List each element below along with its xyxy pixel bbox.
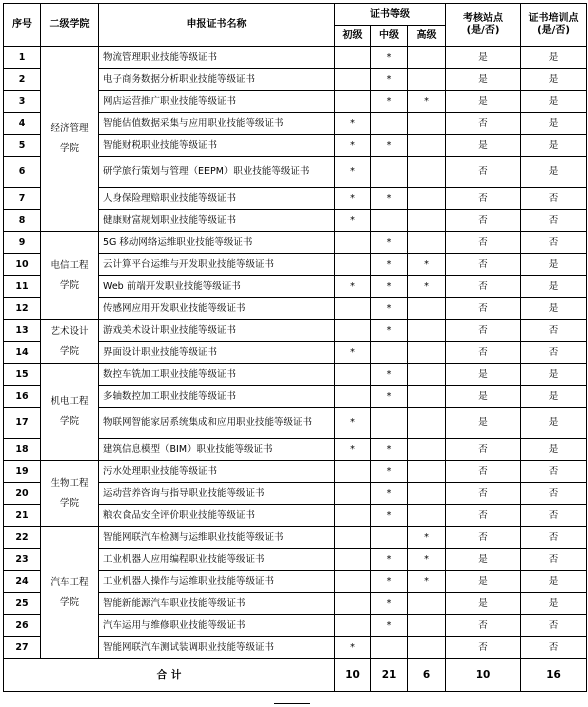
row-number: 26	[4, 615, 41, 637]
cert-name: 5G 移动网络运维职业技能等级证书	[99, 232, 335, 254]
exam-site-value: 否	[446, 157, 521, 188]
level-high-mark	[408, 461, 446, 483]
table-row	[4, 527, 587, 549]
certificate-table	[3, 3, 587, 692]
level-high-mark	[408, 505, 446, 527]
header-college: 二级学院	[41, 4, 99, 47]
college-name-line: 学院	[59, 416, 79, 427]
training-point-value: 是	[521, 69, 587, 91]
training-point-value: 否	[521, 527, 587, 549]
training-point-value: 是	[521, 113, 587, 135]
level-high-mark	[408, 637, 446, 659]
cert-name: 物联网智能家居系统集成和应用职业技能等级证书	[99, 408, 335, 439]
cert-name: 数控车铣加工职业技能等级证书	[99, 364, 335, 386]
level-primary-mark	[335, 386, 371, 408]
training-point-value: 是	[521, 364, 587, 386]
row-number: 15	[4, 364, 41, 386]
exam-site-value: 否	[446, 254, 521, 276]
row-number: 9	[4, 232, 41, 254]
level-high-mark	[408, 408, 446, 439]
level-high-mark	[408, 342, 446, 364]
cert-name: 汽车运用与维修职业技能等级证书	[99, 615, 335, 637]
exam-site-value: 是	[446, 69, 521, 91]
level-primary-mark	[335, 91, 371, 113]
row-number: 4	[4, 113, 41, 135]
college-name-line: 学院	[59, 279, 79, 291]
exam-site-value: 否	[446, 113, 521, 135]
cert-name: 传感网应用开发职业技能等级证书	[99, 298, 335, 320]
total-high: 6	[408, 659, 446, 692]
total-middle: 21	[371, 659, 408, 692]
training-point-value: 是	[521, 157, 587, 188]
level-primary-mark	[335, 527, 371, 549]
level-primary-mark: *	[335, 439, 371, 461]
college-name-line: 艺术设计	[50, 325, 89, 337]
row-number: 10	[4, 254, 41, 276]
exam-site-value: 是	[446, 386, 521, 408]
cert-name: 智能网联汽车检测与运维职业技能等级证书	[99, 527, 335, 549]
training-point-value: 否	[521, 549, 587, 571]
level-middle-mark	[371, 113, 408, 135]
level-primary-mark: *	[335, 637, 371, 659]
exam-site-value: 否	[446, 615, 521, 637]
training-point-value: 是	[521, 91, 587, 113]
training-point-value: 否	[521, 461, 587, 483]
exam-site-value: 否	[446, 276, 521, 298]
total-row	[4, 659, 587, 692]
table-row	[4, 232, 587, 254]
level-primary-mark	[335, 505, 371, 527]
college-name-line: 学院	[59, 143, 79, 154]
header-level-primary: 初级	[335, 26, 371, 47]
level-high-mark: *	[408, 91, 446, 113]
college-name-line: 生物工程	[50, 477, 89, 489]
row-number: 3	[4, 91, 41, 113]
training-point-value: 否	[521, 637, 587, 659]
cert-name: Web 前端开发职业技能等级证书	[99, 276, 335, 298]
college-cell	[41, 47, 99, 232]
level-middle-mark	[371, 342, 408, 364]
level-middle-mark: *	[371, 615, 408, 637]
college-name-line: 学院	[59, 596, 79, 608]
level-primary-mark: *	[335, 113, 371, 135]
training-point-value: 是	[521, 439, 587, 461]
level-middle-mark: *	[371, 47, 408, 69]
level-middle-mark: *	[371, 386, 408, 408]
cert-name: 建筑信息模型（BIM）职业技能等级证书	[99, 439, 335, 461]
level-high-mark	[408, 386, 446, 408]
level-primary-mark	[335, 320, 371, 342]
college-cell	[41, 527, 99, 659]
total-training-point: 16	[521, 659, 587, 692]
level-middle-mark	[371, 408, 408, 439]
table-row	[4, 47, 587, 69]
cert-name: 网店运营推广职业技能等级证书	[99, 91, 335, 113]
row-number: 12	[4, 298, 41, 320]
college-cell	[41, 461, 99, 527]
cert-name: 污水处理职业技能等级证书	[99, 461, 335, 483]
level-high-mark	[408, 364, 446, 386]
cert-name: 智能估值数据采集与应用职业技能等级证书	[99, 113, 335, 135]
training-point-value: 是	[521, 298, 587, 320]
exam-site-value: 否	[446, 320, 521, 342]
level-primary-mark	[335, 571, 371, 593]
cert-name: 界面设计职业技能等级证书	[99, 342, 335, 364]
cert-name: 研学旅行策划与管理（EEPM）职业技能等级证书	[99, 157, 335, 188]
training-point-value: 是	[521, 408, 587, 439]
row-number: 21	[4, 505, 41, 527]
exam-site-value: 是	[446, 135, 521, 157]
training-point-value: 否	[521, 210, 587, 232]
row-number: 22	[4, 527, 41, 549]
level-high-mark	[408, 320, 446, 342]
level-middle-mark: *	[371, 91, 408, 113]
level-high-mark	[408, 47, 446, 69]
college-cell	[41, 232, 99, 320]
exam-site-value: 否	[446, 188, 521, 210]
exam-site-value: 是	[446, 47, 521, 69]
training-point-value: 否	[521, 342, 587, 364]
row-number: 7	[4, 188, 41, 210]
training-point-value: 否	[521, 505, 587, 527]
college-name-line: 电信工程	[50, 259, 89, 271]
header-training-point-line2: (是/否)	[537, 25, 570, 36]
level-middle-mark	[371, 210, 408, 232]
header-exam-site-line2: (是/否)	[466, 25, 500, 36]
cert-name: 电子商务数据分析职业技能等级证书	[99, 69, 335, 91]
row-number: 17	[4, 408, 41, 439]
training-point-value: 否	[521, 232, 587, 254]
level-high-mark	[408, 188, 446, 210]
table-row	[4, 364, 587, 386]
header-exam-site	[446, 4, 521, 47]
level-primary-mark	[335, 47, 371, 69]
footer-line	[274, 703, 310, 705]
row-number: 2	[4, 69, 41, 91]
level-middle-mark	[371, 637, 408, 659]
level-high-mark	[408, 69, 446, 91]
level-primary-mark	[335, 69, 371, 91]
cert-name: 多轴数控加工职业技能等级证书	[99, 386, 335, 408]
level-primary-mark	[335, 298, 371, 320]
level-middle-mark: *	[371, 232, 408, 254]
row-number: 18	[4, 439, 41, 461]
header-training-point	[521, 4, 587, 47]
training-point-value: 是	[521, 254, 587, 276]
level-primary-mark	[335, 232, 371, 254]
level-primary-mark: *	[335, 342, 371, 364]
cert-name: 智能新能源汽车职业技能等级证书	[99, 593, 335, 615]
row-number: 25	[4, 593, 41, 615]
level-middle-mark	[371, 157, 408, 188]
level-primary-mark: *	[335, 157, 371, 188]
level-high-mark: *	[408, 571, 446, 593]
header-level-high: 高级	[408, 26, 446, 47]
exam-site-value: 是	[446, 549, 521, 571]
level-high-mark	[408, 483, 446, 505]
exam-site-value: 是	[446, 91, 521, 113]
training-point-value: 否	[521, 483, 587, 505]
level-primary-mark	[335, 615, 371, 637]
exam-site-value: 否	[446, 342, 521, 364]
level-primary-mark: *	[335, 135, 371, 157]
training-point-value: 是	[521, 276, 587, 298]
training-point-value: 是	[521, 386, 587, 408]
level-middle-mark: *	[371, 549, 408, 571]
cert-name: 智能财税职业技能等级证书	[99, 135, 335, 157]
college-name-line: 汽车工程	[50, 576, 89, 588]
training-point-value: 是	[521, 47, 587, 69]
exam-site-value: 否	[446, 527, 521, 549]
level-primary-mark: *	[335, 408, 371, 439]
table-row	[4, 320, 587, 342]
level-high-mark: *	[408, 254, 446, 276]
level-high-mark	[408, 135, 446, 157]
exam-site-value: 否	[446, 210, 521, 232]
level-middle-mark: *	[371, 188, 408, 210]
level-primary-mark	[335, 461, 371, 483]
level-middle-mark	[371, 527, 408, 549]
level-primary-mark: *	[335, 188, 371, 210]
table-row	[4, 461, 587, 483]
cert-name: 运动营养咨询与指导职业技能等级证书	[99, 483, 335, 505]
exam-site-value: 是	[446, 593, 521, 615]
cert-name: 工业机器人操作与运维职业技能等级证书	[99, 571, 335, 593]
exam-site-value: 是	[446, 571, 521, 593]
total-label: 合 计	[4, 659, 335, 692]
college-name-line: 学院	[59, 345, 79, 357]
college-name-line: 机电工程	[50, 396, 89, 407]
level-primary-mark	[335, 364, 371, 386]
row-number: 6	[4, 157, 41, 188]
exam-site-value: 否	[446, 461, 521, 483]
row-number: 13	[4, 320, 41, 342]
total-exam-site: 10	[446, 659, 521, 692]
cert-name: 游戏美术设计职业技能等级证书	[99, 320, 335, 342]
training-point-value: 否	[521, 188, 587, 210]
level-high-mark: *	[408, 276, 446, 298]
level-middle-mark: *	[371, 593, 408, 615]
training-point-value: 否	[521, 615, 587, 637]
total-primary: 10	[335, 659, 371, 692]
cert-name: 粮农食品安全评价职业技能等级证书	[99, 505, 335, 527]
level-middle-mark: *	[371, 320, 408, 342]
header-cert-name: 申报证书名称	[99, 4, 335, 47]
level-high-mark	[408, 439, 446, 461]
exam-site-value: 否	[446, 505, 521, 527]
training-point-value: 否	[521, 320, 587, 342]
row-number: 11	[4, 276, 41, 298]
level-middle-mark: *	[371, 135, 408, 157]
header-level-middle: 中级	[371, 26, 408, 47]
level-high-mark	[408, 113, 446, 135]
exam-site-value: 否	[446, 439, 521, 461]
college-cell	[41, 320, 99, 364]
row-number: 5	[4, 135, 41, 157]
level-middle-mark: *	[371, 69, 408, 91]
college-name-line: 经济管理	[50, 123, 89, 134]
level-high-mark	[408, 232, 446, 254]
level-primary-mark	[335, 254, 371, 276]
cert-name: 人身保险理赔职业技能等级证书	[99, 188, 335, 210]
cert-name: 云计算平台运维与开发职业技能等级证书	[99, 254, 335, 276]
level-high-mark: *	[408, 527, 446, 549]
row-number: 8	[4, 210, 41, 232]
exam-site-value: 否	[446, 637, 521, 659]
level-high-mark	[408, 210, 446, 232]
level-high-mark	[408, 157, 446, 188]
level-primary-mark: *	[335, 276, 371, 298]
row-number: 27	[4, 637, 41, 659]
row-number: 1	[4, 47, 41, 69]
row-number: 16	[4, 386, 41, 408]
row-number: 24	[4, 571, 41, 593]
row-number: 23	[4, 549, 41, 571]
exam-site-value: 否	[446, 483, 521, 505]
row-number: 19	[4, 461, 41, 483]
row-number: 20	[4, 483, 41, 505]
header-training-point-line1: 证书培训点	[528, 13, 579, 24]
level-primary-mark	[335, 593, 371, 615]
level-middle-mark: *	[371, 276, 408, 298]
college-name-line: 学院	[59, 497, 79, 509]
exam-site-value: 否	[446, 298, 521, 320]
college-cell	[41, 364, 99, 461]
row-number: 14	[4, 342, 41, 364]
level-middle-mark: *	[371, 364, 408, 386]
header-exam-site-line1: 考核站点	[463, 13, 503, 24]
cert-name: 工业机器人应用编程职业技能等级证书	[99, 549, 335, 571]
level-high-mark	[408, 615, 446, 637]
level-middle-mark: *	[371, 439, 408, 461]
header-level: 证书等级	[335, 4, 446, 26]
level-primary-mark	[335, 549, 371, 571]
level-high-mark: *	[408, 549, 446, 571]
training-point-value: 是	[521, 571, 587, 593]
level-middle-mark: *	[371, 461, 408, 483]
training-point-value: 是	[521, 593, 587, 615]
exam-site-value: 是	[446, 364, 521, 386]
level-high-mark	[408, 593, 446, 615]
cert-name: 健康财富规划职业技能等级证书	[99, 210, 335, 232]
exam-site-value: 是	[446, 408, 521, 439]
level-middle-mark: *	[371, 483, 408, 505]
header-seq: 序号	[4, 4, 41, 47]
cert-name: 智能网联汽车测试装调职业技能等级证书	[99, 637, 335, 659]
level-primary-mark	[335, 483, 371, 505]
level-high-mark	[408, 298, 446, 320]
exam-site-value: 否	[446, 232, 521, 254]
cert-name: 物流管理职业技能等级证书	[99, 47, 335, 69]
level-middle-mark: *	[371, 254, 408, 276]
level-middle-mark: *	[371, 298, 408, 320]
level-middle-mark: *	[371, 571, 408, 593]
training-point-value: 是	[521, 135, 587, 157]
level-middle-mark: *	[371, 505, 408, 527]
level-primary-mark: *	[335, 210, 371, 232]
